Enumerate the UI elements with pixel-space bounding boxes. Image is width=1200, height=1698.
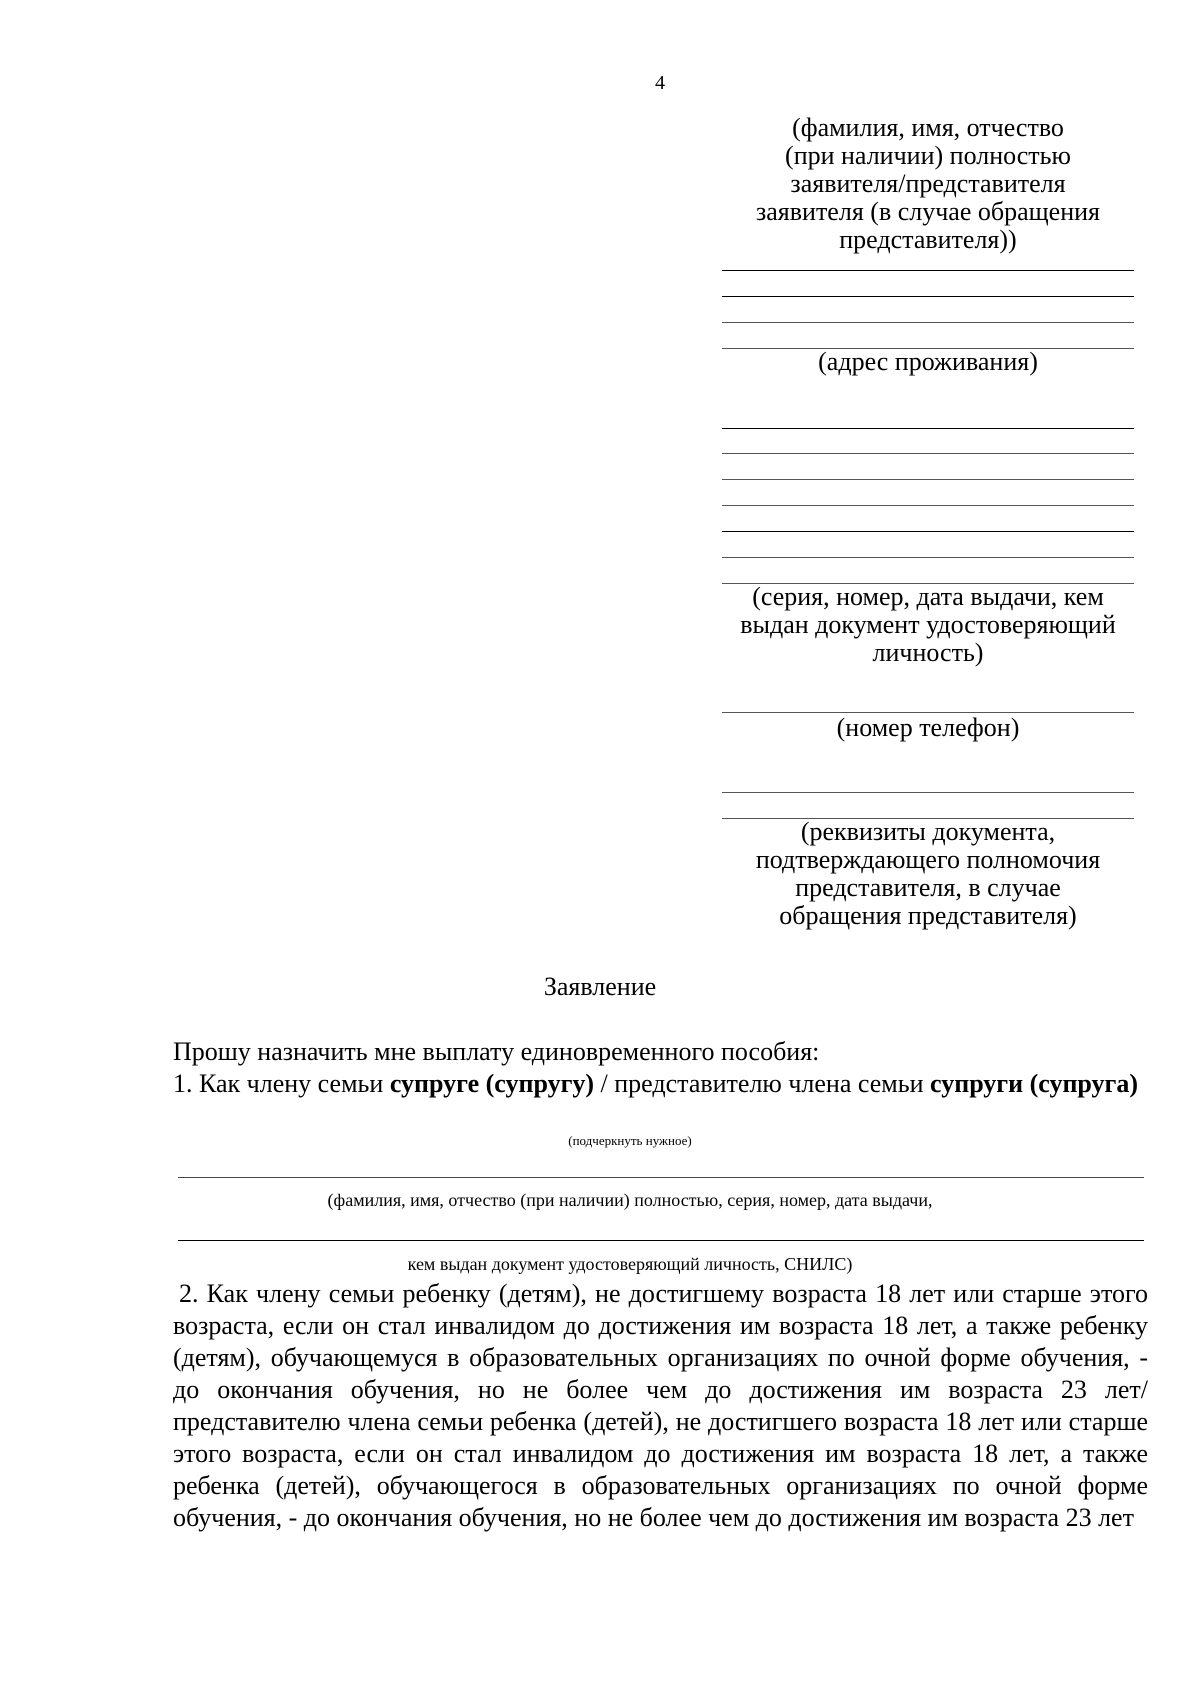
underline-note: (подчеркнуть нужное) (568, 1133, 692, 1148)
item1-prefix: 1. Как члену семьи (173, 1069, 390, 1098)
address-caption: (адрес проживания) (818, 347, 1038, 376)
item1-caption-1: (фамилия, имя, отчество (при наличии) полностью, серия, номер, дата выдачи, (327, 1190, 933, 1210)
item1-document-line[interactable] (178, 1240, 1144, 1241)
document-line-5[interactable] (722, 531, 1134, 532)
page-number: 4 (655, 72, 665, 94)
document-title: Заявление (543, 972, 657, 1001)
item1-paragraph (173, 1036, 1148, 1100)
document-caption: (серия, номер, дата выдачи, кем выдан документ удостоверяющий личность) (740, 582, 1116, 667)
document-line-2[interactable] (722, 453, 1134, 454)
item1-text (173, 1068, 1148, 1100)
document-line-4[interactable] (722, 505, 1134, 506)
address-line-2[interactable] (722, 296, 1134, 297)
fio-caption: (фамилия, имя, отчество (при наличии) полностью заявителя/представителя заявителя (в случае обращения представителя)) (755, 113, 1101, 254)
address-line-1[interactable] (722, 270, 1134, 271)
item1-caption-2: кем выдан документ удостоверяющий личность, СНИЛС) (407, 1254, 853, 1274)
intro-text: Прошу назначить мне выплату единовременного пособия: (173, 1037, 820, 1066)
document-line-1[interactable] (722, 428, 1134, 429)
item1-fio-line[interactable] (178, 1177, 1144, 1178)
item1-bold-spouse: супруге (супругу) (389, 1069, 595, 1098)
item1-middle: / представителю члена семьи (594, 1069, 931, 1098)
authority-caption: (реквизиты документа, подтверждающего полномочия представителя, в случае обращения представителя) (755, 817, 1101, 930)
authority-line-1[interactable] (722, 792, 1134, 793)
document-line-6[interactable] (722, 557, 1134, 558)
address-line-3[interactable] (722, 322, 1134, 323)
phone-caption: (номер телефон) (836, 713, 1020, 742)
item1-bold-spouse-representative: супруги (супруга) (930, 1069, 1139, 1098)
item2-paragraph: 2. Как члену семьи ребенку (детям), не достигшему возраста 18 лет или старше этого возраста, если он стал инвалидом до достижения им возраста 18 лет, а также ребенку (детям), обучающемуся в образовательных организациях по очной форме обучения, - до окончания обучения, но не более чем до достижения им возраста 23 лет/ представителю члена семьи ребенка (детей), не достигшего возраста 18 лет или старше этого возраста, если он стал инвалидом до достижения им возраста 18 лет, а также ребенка (детей), обучающегося в образовательных организациях по очной форме обучения, - до окончания обучения, но не более чем до достижения им возраста 23 лет (173, 1279, 1148, 1532)
document-line-3[interactable] (722, 479, 1134, 480)
